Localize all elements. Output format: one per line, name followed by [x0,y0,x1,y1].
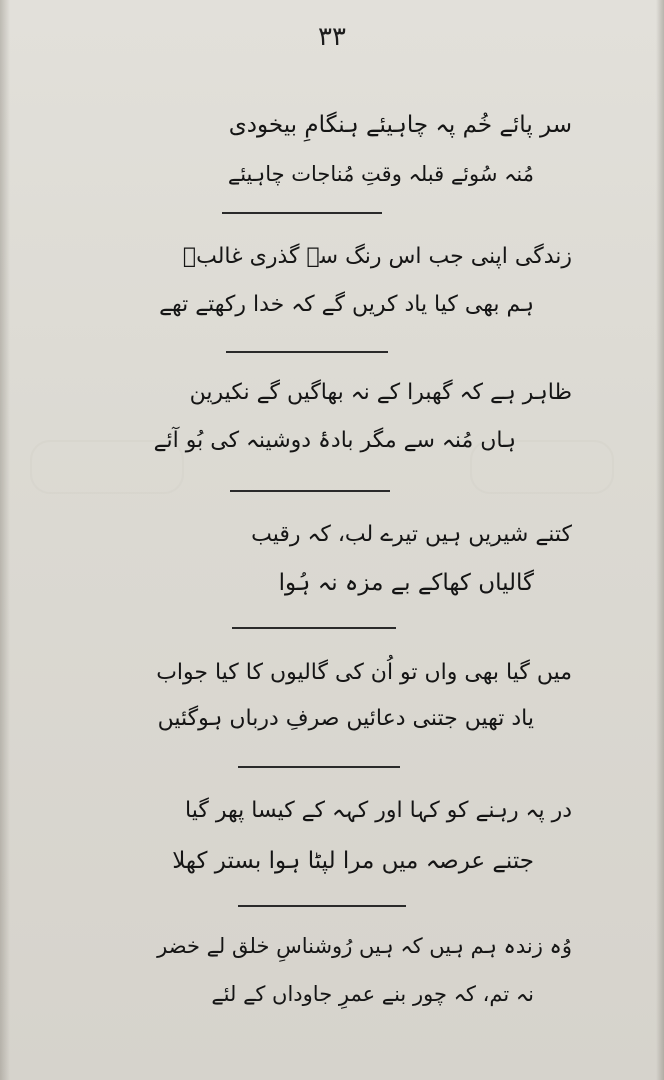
verse-line: مُنہ سُوئے قبلہ وقتِ مُناجات چاہیئے [227,162,534,186]
page-number: ۳۳ [318,22,346,52]
verse-line: وُہ زندہ ہم ہیں کہ ہیں رُوشناسِ خلق لے خضر [157,934,572,958]
verse-line: ہم بھی کیا یاد کریں گے کہ خدا رکھتے تھے [159,292,534,317]
verse-line: کتنے شیریں ہیں تیرے لب، کہ رقیب [251,522,572,547]
verse-line: زندگی اپنی جب اس رنگ سے گذری غالبؔ [182,244,572,269]
verse-line: میں گیا بھی واں تو اُن کی گالیوں کا کیا جواب [156,660,572,685]
verse-line: ہاں مُنہ سے مگر بادۂ دوشینہ کی بُو آئے [153,428,516,453]
couplet-divider [222,212,382,214]
couplet-divider [238,766,400,768]
couplet-divider [232,627,396,629]
verse-line: گالیاں کھاکے بے مزہ نہ ہُوا [278,570,534,596]
couplet-divider [226,351,388,353]
page-edge-shadow [656,0,664,1080]
verse-line: جتنے عرصہ میں مرا لپٹا ہوا بستر کھلا [172,848,534,874]
page-edge-shadow [0,0,10,1080]
verse-line: نہ تم، کہ چور بنے عمرِ جاوداں کے لئے [211,982,534,1006]
couplet-divider [230,490,390,492]
verse-line: یاد تھیں جتنی دعائیں صرفِ درباں ہوگئیں [157,706,534,731]
verse-line: ظاہر ہے کہ گھبرا کے نہ بھاگیں گے نکیرین [189,380,572,405]
verse-line: در پہ رہنے کو کہا اور کہہ کے کیسا پھر گیا [185,798,572,823]
couplet-divider [238,905,406,907]
verse-line: سر پائے خُم پہ چاہیئے ہنگامِ بیخودی [228,112,572,138]
